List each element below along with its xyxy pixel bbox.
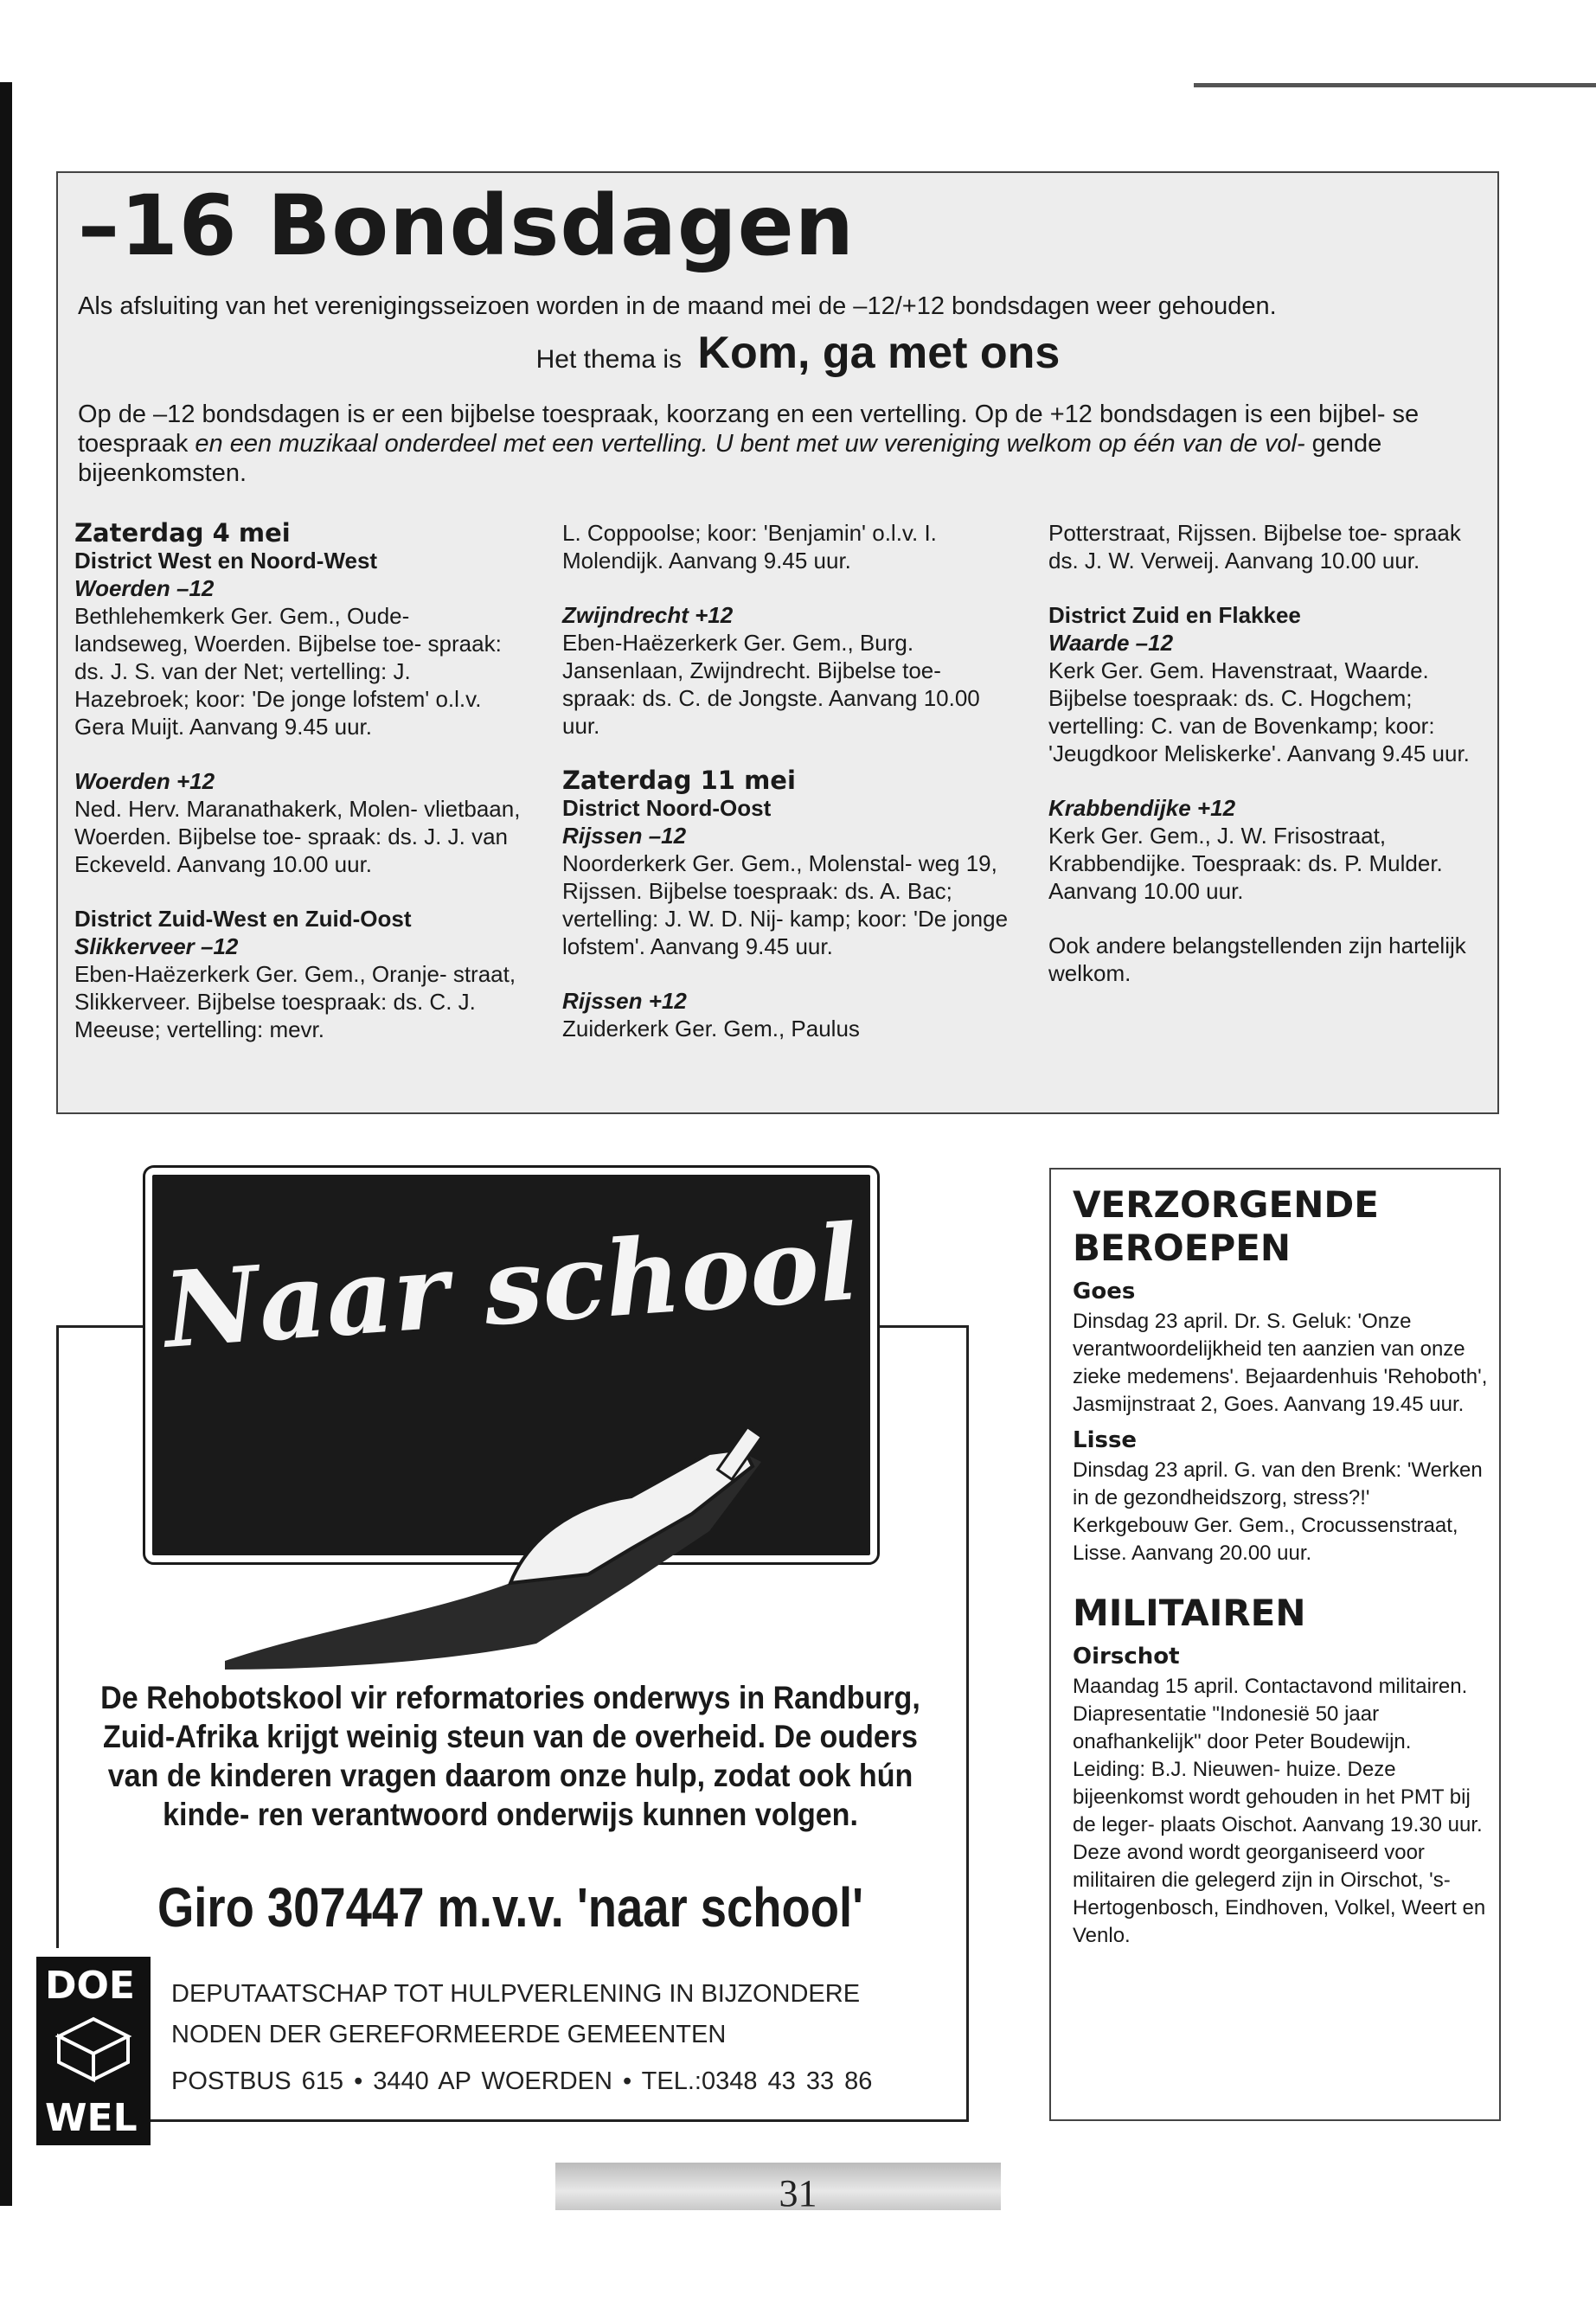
logo-text-bottom: WEL bbox=[45, 2096, 138, 2140]
book-icon bbox=[52, 2010, 135, 2088]
bondsdagen-title: –16 Bondsdagen bbox=[78, 177, 856, 274]
heading-verzorgende-beroepen: VERZORGENDE BEROEPEN bbox=[1073, 1183, 1379, 1269]
ad-frame-rule bbox=[56, 1325, 151, 1328]
place-heading: Krabbendijke +12 bbox=[1048, 795, 1236, 821]
logo-text-top: DOE bbox=[45, 1964, 135, 2008]
side-content bbox=[1073, 1183, 1488, 1950]
desc-part-c: gende bijeenkomsten. bbox=[78, 430, 1382, 487]
scan-left-edge bbox=[0, 82, 12, 2206]
desc-part-a: Op de –12 bondsdagen is er een bijbelse toespraak, koorzang en een vertelling. Op de +12 bondsdagen is een bijbel- se toespraak bbox=[78, 401, 1420, 458]
ad-frame-rule bbox=[56, 2119, 969, 2122]
place-heading: Rijssen +12 bbox=[562, 988, 687, 1014]
sub-heading-lisse: Lisse bbox=[1073, 1427, 1138, 1453]
place-heading: Slikkerveer –12 bbox=[74, 933, 239, 959]
meeting-text-oirschot: Maandag 15 april. Contactavond militairen. Diapresentatie "Indonesië 50 jaar onafhankelijk" door Peter Boudewijn. Leiding: B.J. Nieuwen- huize. Deze bijeenkomst wordt gehouden in het PMT bij de leger- plaats Oischot. Aanvang 19.30 uur. Deze avond wordt georganiseerd voor militairen die gelegerd zijn in Oirschot, 's-Hertogenbosch, Eindhoven, Volkel, Weert en Venlo. bbox=[1073, 1675, 1486, 1947]
ad-body-text: De Rehobotskool vir reformatories onderwys in Randburg, Zuid-Afrika krijgt weinig steun van de overheid. De ouders van de kinderen vragen daarom onze hulp, zodat ook hún kinde- ren verantwoord onderwijs kunnen volgen. bbox=[100, 1680, 920, 1832]
bondsdagen-description bbox=[78, 400, 1488, 488]
meeting-text: Zuiderkerk Ger. Gem., Paulus bbox=[562, 1016, 860, 1042]
ad-frame-rule bbox=[865, 1325, 969, 1328]
postal-address: POSTBUS 615 • 3440 AP WOERDEN • TEL.:0348 43 33 86 bbox=[171, 2067, 873, 2095]
column-1 bbox=[74, 519, 524, 1043]
ad-frame-rule bbox=[56, 1325, 59, 1948]
doe-wel-logo bbox=[36, 1957, 151, 2145]
meeting-text: Potterstraat, Rijssen. Bijbelse toe- spraak ds. J. W. Verweij. Aanvang 10.00 uur. bbox=[1048, 520, 1461, 574]
meeting-text: Noorderkerk Ger. Gem., Molenstal- weg 19, Rijssen. Bijbelse toespraak: ds. A. Bac; vertelling: J. W. D. Nij- kamp; koor: 'De jonge lofstem'. Aanvang 9.45 uur. bbox=[562, 850, 1009, 959]
hand-with-chalk-icon bbox=[225, 1401, 813, 1678]
place-heading: Rijssen –12 bbox=[562, 823, 687, 849]
district-heading: District Zuid en Flakkee bbox=[1048, 602, 1301, 628]
district-heading: District West en Noord-West bbox=[74, 548, 378, 574]
theme-title: Kom, ga met ons bbox=[697, 328, 1061, 378]
district-heading: District Zuid-West en Zuid-Oost bbox=[74, 906, 412, 932]
place-heading: Woerden –12 bbox=[74, 575, 215, 601]
meeting-text: Kerk Ger. Gem. Havenstraat, Waarde. Bijbelse toespraak: ds. C. Hogchem; vertelling: C. van de Bovenkamp; koor: 'Jeugdkoor Meliskerke'. Aanvang 9.45 uur. bbox=[1048, 657, 1470, 766]
column-2 bbox=[562, 519, 1021, 1042]
sub-heading-oirschot: Oirschot bbox=[1073, 1644, 1180, 1670]
heading-militairen: MILITAIREN bbox=[1073, 1592, 1306, 1634]
meeting-text: Kerk Ger. Gem., J. W. Frisostraat, Krabbendijke. Toespraak: ds. P. Mulder. Aanvang 10.00 uur. bbox=[1048, 823, 1443, 904]
meeting-text: Bethlehemkerk Ger. Gem., Oude- landseweg, Woerden. Bijbelse toe- spraak: ds. J. S. van der Net; vertelling: J. Hazebroek; koor: 'De jonge lofstem' o.l.v. Gera Muijt. Aanvang 9.45 uur. bbox=[74, 603, 502, 740]
meeting-text: L. Coppoolse; koor: 'Benjamin' o.l.v. I. Molendijk. Aanvang 9.45 uur. bbox=[562, 520, 937, 574]
ad-frame-rule bbox=[966, 1325, 969, 2121]
place-heading: Woerden +12 bbox=[74, 768, 215, 794]
meeting-text-lisse: Dinsdag 23 april. G. van den Brenk: 'Werken in de gezondheidszorg, stress?!' Kerkgebouw Ger. Gem., Crocussenstraat, Lisse. Aanvang 20.00 uur. bbox=[1073, 1458, 1483, 1565]
meeting-text: Eben-Haëzerkerk Ger. Gem., Oranje- straat, Slikkerveer. Bijbelse toespraak: ds. C. J. Meeuse; vertelling: mevr. bbox=[74, 961, 516, 1042]
meeting-text: Eben-Haëzerkerk Ger. Gem., Burg. Jansenlaan, Zwijndrecht. Bijbelse toe- spraak: ds. C. de Jongste. Aanvang 10.00 uur. bbox=[562, 630, 980, 739]
day-heading: Zaterdag 4 mei bbox=[74, 518, 291, 548]
closing-text: Ook andere belangstellenden zijn hartelijk welkom. bbox=[1048, 933, 1466, 986]
sub-heading-goes: Goes bbox=[1073, 1279, 1136, 1304]
meeting-text-goes: Dinsdag 23 april. Dr. S. Geluk: 'Onze verantwoordelijkheid ten aanzien van onze zieke medemens'. Bejaardenhuis 'Rehoboth', Jasmijnstraat 2, Goes. Aanvang 19.45 uur. bbox=[1073, 1310, 1488, 1416]
deputaat-line-1: DEPUTAATSCHAP TOT HULPVERLENING IN BIJZONDERE bbox=[171, 1980, 861, 2008]
chalkboard-title: Naar school bbox=[160, 1202, 862, 1372]
deputaatschap-name bbox=[171, 1974, 860, 2055]
place-heading: Waarde –12 bbox=[1048, 630, 1174, 656]
bondsdagen-intro: Als afsluiting van het verenigingsseizoen worden in de maand mei de –12/+12 bondsdagen weer gehouden. bbox=[78, 292, 1277, 320]
top-rule bbox=[1194, 83, 1596, 87]
page-number: 31 bbox=[779, 2172, 817, 2214]
column-3 bbox=[1048, 519, 1494, 987]
district-heading: District Noord-Oost bbox=[562, 795, 772, 821]
giro-line: Giro 307447 m.v.v. 'naar school' bbox=[157, 1876, 864, 1939]
meeting-text: Ned. Herv. Maranathakerk, Molen- vlietbaan, Woerden. Bijbelse toe- spraak: ds. J. J. van Eckeveld. Aanvang 10.00 uur. bbox=[74, 796, 521, 877]
place-heading: Zwijndrecht +12 bbox=[562, 602, 734, 628]
desc-part-b: en een muzikaal onderdeel met een vertelling. U bent met uw vereniging welkom op één van de vol- bbox=[195, 430, 1305, 458]
day-heading: Zaterdag 11 mei bbox=[562, 766, 796, 795]
theme-line bbox=[0, 327, 1596, 379]
deputaat-line-2: NODEN DER GEREFORMEERDE GEMEENTEN bbox=[171, 2021, 727, 2048]
theme-label: Het thema is bbox=[535, 345, 683, 374]
